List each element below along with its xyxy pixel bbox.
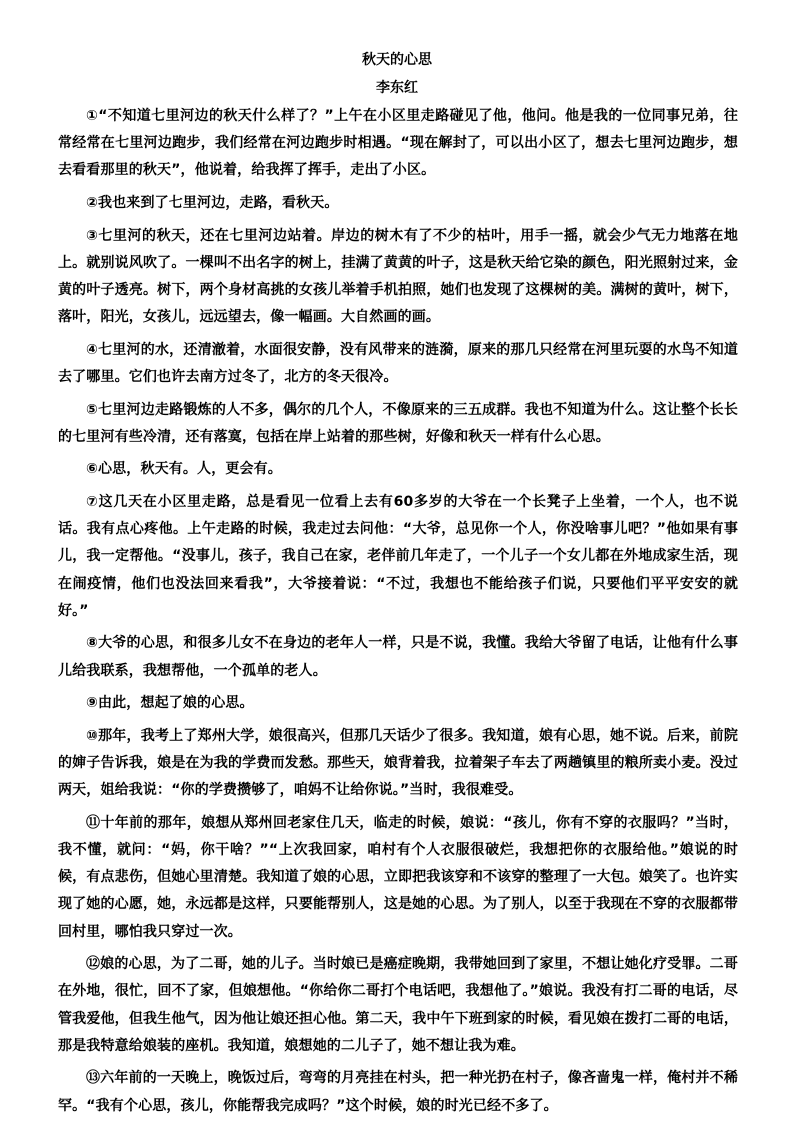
paragraph: ⑩那年，我考上了郑州大学，娘很高兴，但那几天话少了很多。我知道，娘有心思，她不说。后来，前院的婶子告诉我，娘是在为我的学费而发愁。那些天，娘背着我，拉着架子车去了两趟镇里的粮所卖小麦。没过两天，姐给我说：“你的学费攒够了，咱妈不让给你说。”当时，我很难受。 (58, 727, 738, 799)
paragraph: ⑨由此，想起了娘的心思。 (86, 695, 254, 712)
paragraph: ⑧大爷的心思，和很多儿女不在身边的老年人一样，只是不说，我懂。我给大爷留了电话，让他有什么事儿给我联系，我想帮他，一个孤单的老人。 (58, 635, 738, 679)
paragraph: ⑦这几天在小区里走路，总是看见一位看上去有60多岁的大爷在一个长凳子上坐着，一个人，也不说话。我有点心疼他。上午走路的时候，我走过去问他：“大爷，总见你一个人，你没啥事儿吧？”他如果有事儿，我一定帮他。“没事儿，孩子，我自己在家，老伴前几年走了，一个儿子一个女儿都在外地成家生活，现在闹疫情，他们也没法回来看我”，大爷接着说：“不过，我想也不能给孩子们说，只要他们平平安安的就好。” (58, 493, 738, 619)
paragraph: ⑥心思，秋天有。人，更会有。 (86, 461, 282, 478)
paragraph: ②我也来到了七里河边，走路，看秋天。 (86, 195, 339, 211)
paragraph: ③七里河的秋天，还在七里河边站着。岸边的树木有了不少的枯叶，用手一摇，就会少气无力地落在地上。就别说风吹了。一棵叫不出名字的树上，挂满了黄黄的叶子，这是秋天给它染的颜色，阳光照射过来，金黄的叶子透亮。树下，两个身材高挑的女孩儿举着手机拍照，她们也发现了这棵树的美。满树的黄叶，树下，落叶，阳光，女孩儿，远远望去，像一幅画。大自然画的画。 (58, 227, 738, 326)
paragraph: ⑤七里河边走路锻炼的人不多，偶尔的几个人，不像原来的三五成群。我也不知道为什么。这让整个长长的七里河有些冷清，还有落寞，包括在岸上站着的那些树，好像和秋天一样有什么心思。 (58, 401, 738, 445)
paragraph: ⑬六年前的一天晚上，晚饭过后，弯弯的月亮挂在村头，把一种光扔在村子，像吝啬鬼一样，俺村并不稀罕。“我有个心思，孩儿，你能帮我完成吗？”这个时候，娘的时光已经不多了。 (58, 1070, 738, 1114)
article-title: 秋天的心思 (362, 52, 432, 68)
article-body (58, 103, 738, 1125)
paragraph: ⑪十年前的那年，娘想从郑州回老家住几天，临走的时候，娘说：“孩儿，你有不穿的衣服吗？”当时，我不懂，就问：“妈，你干啥？”“上次我回家，咱村有个人衣服很破烂，我想把你的衣服给他。”娘说的时候，有点悲伤，但她心里清楚。我知道了娘的心思，立即把我该穿和不该穿的整理了一大包。娘笑了。也许实现了她的心愿，她，永远都是这样，只要能帮别人，这是她的心思。为了别人，以至于我现在不穿的衣服都带回村里，哪怕我只穿过一次。 (58, 814, 738, 940)
paragraph: ⑫娘的心思，为了二哥，她的儿子。当时娘已是癌症晚期，我带她回到了家里，不想让她化疗受罪。二哥在外地，很忙，回不了家，但娘想他。“你给你二哥打个电话吧，我想他了。”娘说。我没有打二哥的电话，尽管我爱他，但我生他气，因为他让娘还担心他。第二天，我中午下班到家的时候，看见娘在拨打二哥的电话，那是我特意给娘装的座机。我知道，娘想她的二儿子了，她不想让我为难。 (58, 956, 738, 1054)
article-author: 李东红 (376, 80, 418, 96)
paragraph: ④七里河的水，还清澈着，水面很安静，没有风带来的涟漪，原来的那几只经常在河里玩耍的水鸟不知道去了哪里。它们也许去南方过冬了，北方的冬天很冷。 (58, 341, 738, 385)
paragraph: ①“不知道七里河边的秋天什么样了？”上午在小区里走路碰见了他，他问。他是我的一位同事兄弟，往常经常在七里河边跑步，我们经常在河边跑步时相遇。“现在解封了，可以出小区了，想去七里河边跑步，想去看看那里的秋天”，他说着，给我挥了挥手，走出了小区。 (58, 108, 738, 179)
